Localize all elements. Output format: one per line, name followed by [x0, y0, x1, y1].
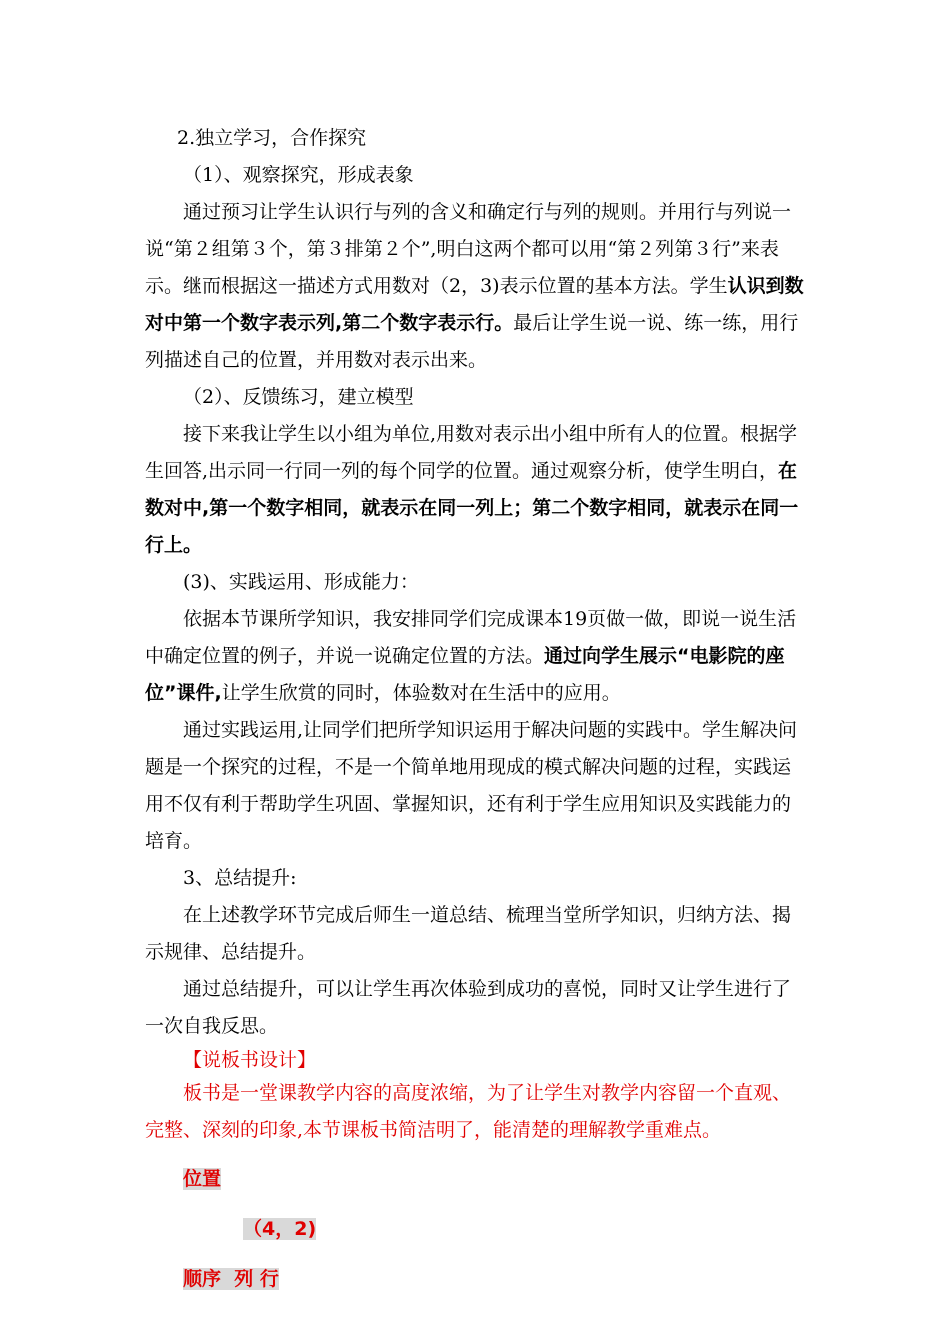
board-title: 位置 [183, 1168, 222, 1190]
board-pair-line [145, 1209, 810, 1249]
paragraph-line: 通过总结提升，可以让学生再次体验到成功的喜悦，同时又让学生进行了 [183, 978, 792, 1000]
board-bottom: 顺序 列 行 [183, 1268, 279, 1290]
paragraph-line: 示规律、总结提升。 [145, 941, 317, 963]
paragraph-line: 生回答,出示同一行同一列的每个同学的位置。通过观察分析，使学生明白，在 [145, 460, 798, 482]
emphasis-text: 位”课件, [145, 682, 222, 704]
board-title-line [145, 1159, 810, 1199]
paragraph-line: 接下来我让学生以小组为单位,用数对表示出小组中所有人的位置。根据学 [183, 423, 798, 445]
emphasis-text: 行上。 [145, 534, 203, 556]
section-3-heading: 3、总结提升: [183, 867, 297, 889]
paragraph-line: 示。继而根据这一描述方式用数对（2，3)表示位置的基本方法。学生认识到数 [145, 275, 804, 297]
paragraph-line: 列描述自己的位置，并用数对表示出来。 [145, 349, 488, 371]
board-bottom-line [145, 1259, 810, 1299]
paragraph-line: 通过实践运用,让同学们把所学知识运用于解决问题的实践中。学生解决问 [183, 719, 798, 741]
emphasis-text: 在 [778, 460, 798, 482]
emphasis-text: 认识到数 [727, 275, 804, 297]
subsection-1-heading: （1）、观察探究，形成表象 [183, 164, 414, 186]
board-design-heading: 【说板书设计】 [183, 1049, 317, 1071]
paragraph-line: 依据本节课所学知识，我安排同学们完成课本19页做一做，即说一说生活 [183, 608, 797, 630]
subsection-2-heading: （2）、反馈练习，建立模型 [183, 386, 414, 408]
paragraph-line: 通过预习让学生认识行与列的含义和确定行与列的规则。并用行与列说一 [183, 201, 792, 223]
document-body [145, 120, 810, 1299]
paragraph-line [145, 527, 810, 564]
paragraph-line: 中确定位置的例子，并说一说确定位置的方法。通过向学生展示“电影院的座 [145, 645, 785, 667]
paragraph-line [145, 490, 810, 527]
paragraph-line: 位”课件,让学生欣赏的同时，体验数对在生活中的应用。 [145, 682, 621, 704]
paragraph-line: 在上述教学环节完成后师生一道总结、梳理当堂所学知识，归纳方法、揭 [183, 904, 792, 926]
paragraph-line: 说“第２组第３个，第３排第２个”,明白这两个都可以用“第２列第３行”来表 [145, 238, 779, 260]
subsection-3-heading: (3)、实践运用、形成能力： [183, 571, 419, 593]
board-pair: （4，2) [243, 1218, 317, 1240]
paragraph-line: 对中第一个数字表示列,第二个数字表示行。最后让学生说一说、练一练，用行 [145, 312, 799, 334]
paragraph-line: 板书是一堂课教学内容的高度浓缩，为了让学生对教学内容留一个直观、 [183, 1082, 792, 1104]
emphasis-text: 对中第一个数字表示列,第二个数字表示行。 [145, 312, 514, 334]
paragraph-line: 题是一个探究的过程，不是一个简单地用现成的模式解决问题的过程，实践运 [145, 756, 792, 778]
paragraph-line: 用不仅有利于帮助学生巩固、掌握知识，还有利于学生应用知识及实践能力的 [145, 793, 792, 815]
paragraph-line: 一次自我反思。 [145, 1015, 279, 1037]
section-2-heading: 2.独立学习，合作探究 [177, 127, 367, 149]
emphasis-text: 通过向学生展示“电影院的座 [544, 645, 785, 667]
emphasis-text: 数对中,第一个数字相同，就表示在同一列上；第二个数字相同，就表示在同一 [145, 497, 799, 519]
paragraph-line: 培育。 [145, 830, 203, 852]
paragraph-line: 完整、深刻的印象,本节课板书简洁明了，能清楚的理解教学重难点。 [145, 1119, 722, 1141]
